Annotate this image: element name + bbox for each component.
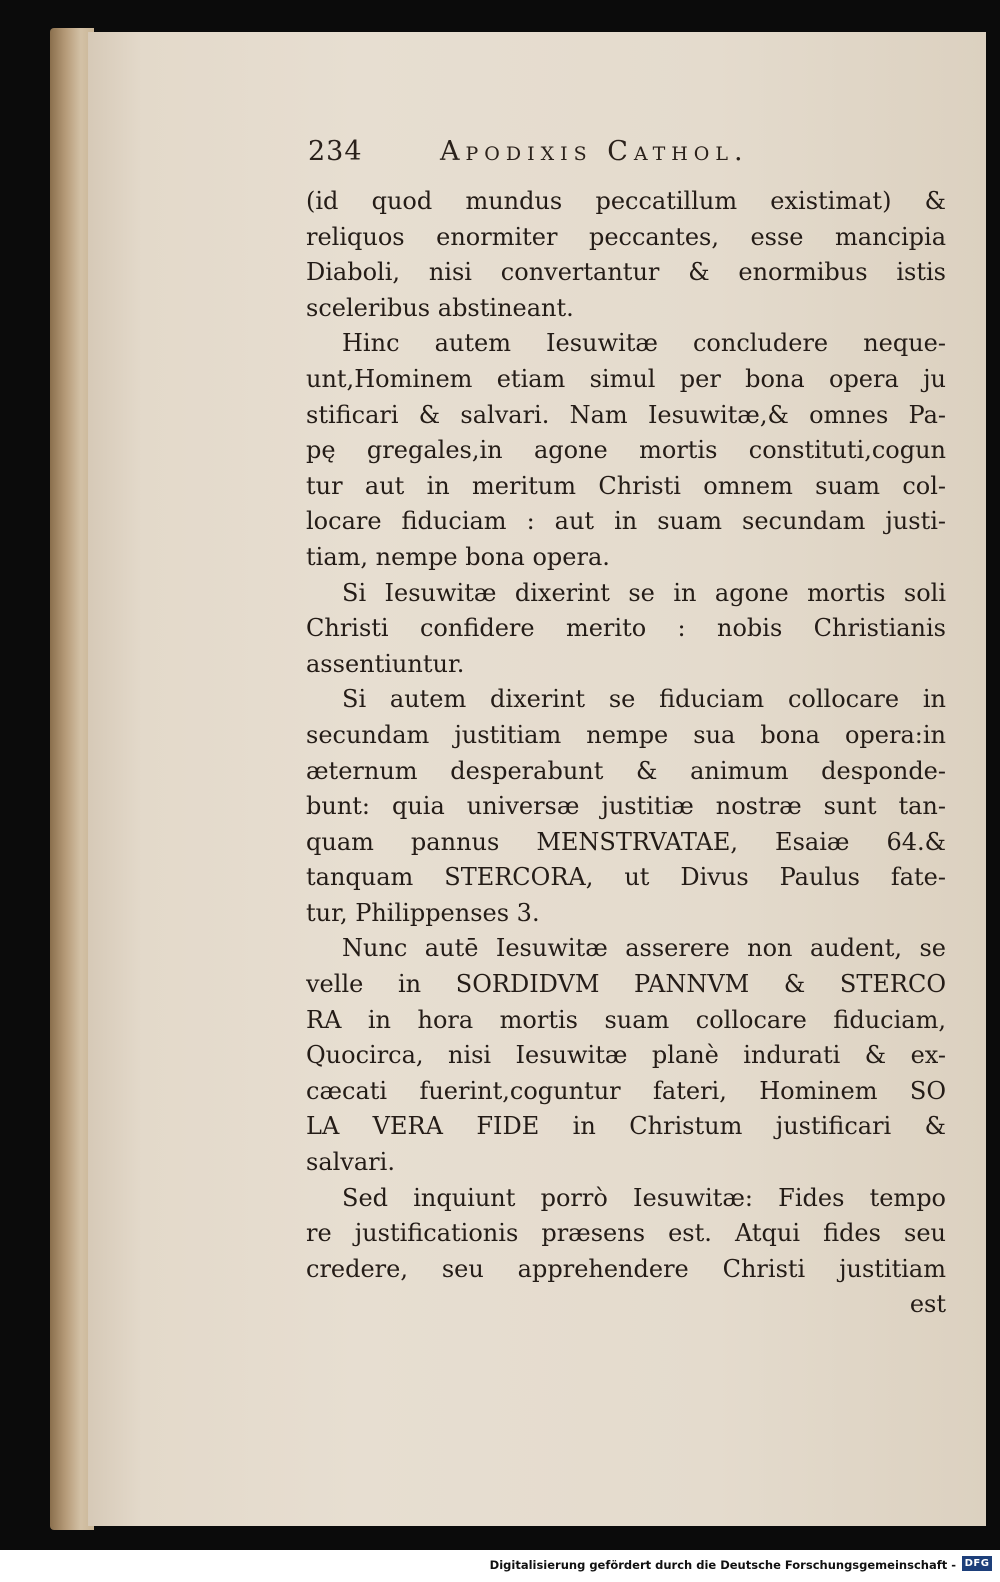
- text-line: locare fiduciam : aut in suam secundam justi-: [306, 507, 946, 536]
- catchword: est: [909, 1290, 946, 1319]
- text-line: tiam, nempe bona opera.: [306, 542, 610, 571]
- text-line: tur aut in meritum Christi omnem suam col-: [306, 471, 946, 500]
- text-line: sceleribus abstineant.: [306, 293, 574, 322]
- text-line: unt,Hominem etiam simul per bona opera ju: [306, 364, 946, 393]
- text-line: tur, Philippenses 3.: [306, 898, 540, 927]
- text-line: secundam justitiam nempe sua bona opera:in: [306, 720, 946, 749]
- text-line: Sed inquiunt porrò Iesuwitæ: Fides tempo: [342, 1183, 946, 1212]
- text-line: Si autem dixerint se fiduciam collocare in: [342, 685, 946, 714]
- text-line: bunt: quia universæ justitiæ nostræ sunt tan-: [306, 792, 946, 821]
- text-line: Nunc autē Iesuwitæ asserere non audent, se: [342, 934, 946, 963]
- text-line: reliquos enormiter peccantes, esse mancipia: [306, 222, 946, 251]
- text-line: (id quod mundus peccatillum existimat) &: [306, 187, 946, 215]
- running-title: Apodixis Cathol.: [440, 136, 749, 167]
- text-line: Quocirca, nisi Iesuwitæ planè indurati & ex-: [306, 1041, 946, 1070]
- text-line: stificari & salvari. Nam Iesuwitæ,& omnes Pa-: [306, 400, 946, 429]
- text-line: quam pannus MENSTRVATAE, Esaiæ 64.&: [306, 827, 946, 856]
- text-line: Christi confidere merito : nobis Christianis: [306, 614, 946, 643]
- text-line: Hinc autem Iesuwitæ concludere neque-: [342, 329, 946, 358]
- text-line: æternum desperabunt & animum despondе-: [306, 756, 946, 785]
- text-line: RA in hora mortis suam collocare fiduciam,: [306, 1005, 946, 1034]
- page-number: 234: [308, 136, 363, 167]
- text-line: pę gregales,in agone mortis constituti,cogun: [306, 436, 946, 465]
- text-line: cæcati fuerint,coguntur fateri, Hominem SO: [306, 1076, 946, 1105]
- running-head: [308, 136, 868, 176]
- text-line: tanquam STERCORA, ut Divus Paulus fate-: [306, 863, 946, 892]
- funding-credit: Digitalisierung gefördert durch die Deutsche Forschungsgemeinschaft -: [489, 1558, 956, 1572]
- text-line: Si Iesuwitæ dixerint se in agone mortis soli: [342, 578, 946, 607]
- text-line: velle in SORDIDVM PANNVM & STERCO: [306, 970, 946, 999]
- text-line: Diaboli, nisi convertantur & enormibus istis: [306, 258, 946, 287]
- dfg-logo: DFG: [962, 1556, 992, 1571]
- text-line: re justificationis præsens est. Atqui fides seu: [306, 1219, 946, 1248]
- text-line: credere, seu apprehendere Christi justitiam: [306, 1254, 946, 1283]
- text-line: assentiuntur.: [306, 649, 465, 678]
- text-line: LA VERA FIDE in Christum justificari &: [306, 1112, 946, 1141]
- body-text: [306, 184, 946, 1323]
- text-line: salvari.: [306, 1148, 395, 1177]
